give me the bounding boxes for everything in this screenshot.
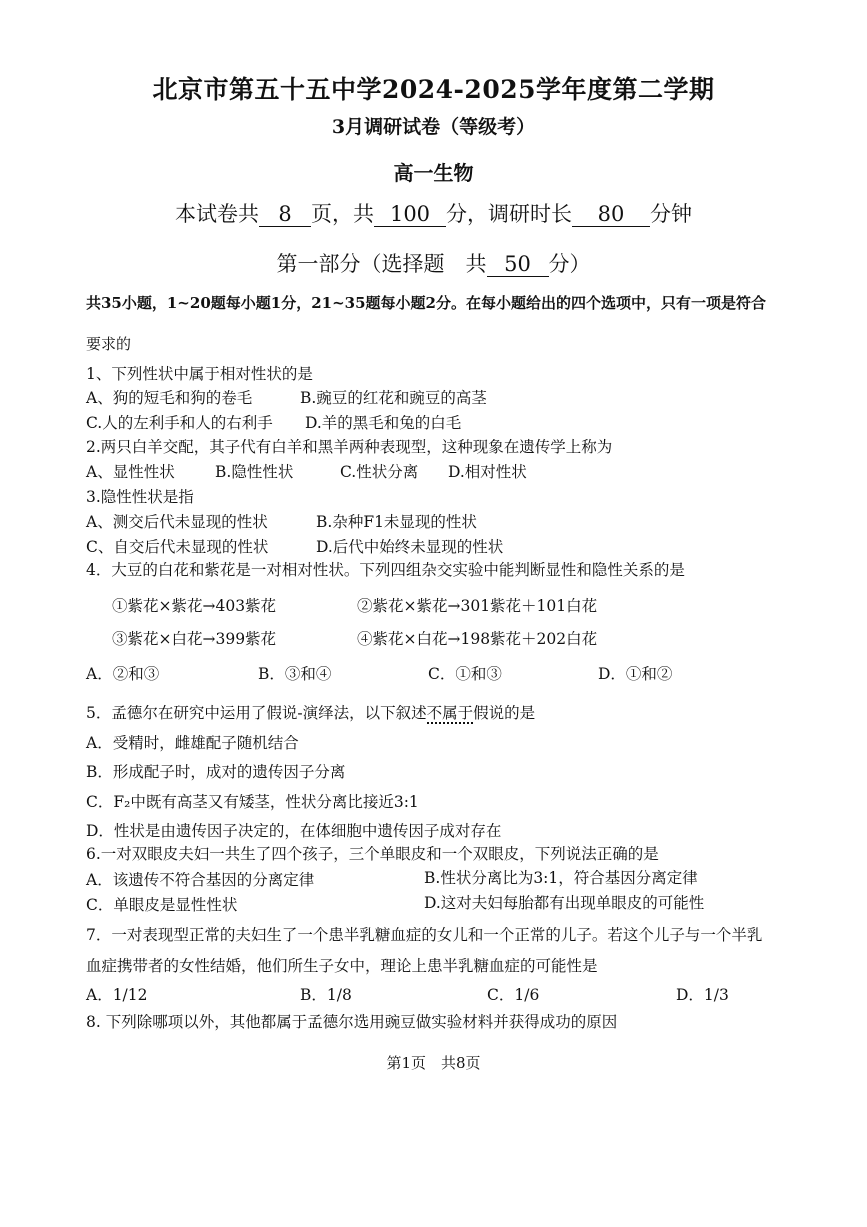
part-one-heading	[0, 248, 867, 278]
total-score-blank: 100	[374, 203, 446, 227]
q4-option-a: A．②和③	[86, 665, 160, 683]
instructions-line-2: 要求的	[86, 335, 132, 353]
q6-option-b: B.性状分离比为3:1，符合基因分离定律	[424, 869, 698, 887]
q1-option-c: C.人的左利手和人的右利手	[86, 414, 273, 432]
school-title: 北京市第五十五中学2024-2025学年度第二学期	[152, 75, 715, 104]
q3-option-a: A、测交后代未显现的性状	[86, 513, 268, 531]
exam-info-line	[0, 198, 867, 228]
page-footer: 第1页 共8页	[386, 1054, 481, 1072]
q4-stem: 4．大豆的白花和紫花是一对相对性状。下列四组杂交实验中能判断显性和隐性关系的是	[86, 561, 685, 579]
info-prefix: 本试卷共	[175, 202, 259, 226]
q5-stem-emphasis: 不属于	[426, 704, 474, 722]
q2-option-a: A、显性性状	[86, 463, 175, 481]
q3-option-d: D.后代中始终未显现的性状	[316, 538, 504, 556]
q4-option-b: B．③和④	[258, 665, 332, 683]
q8-stem: 8. 下列除哪项以外，其他都属于孟德尔选用豌豆做实验材料并获得成功的原因	[86, 1013, 618, 1031]
q1-option-d: D.羊的黑毛和兔的白毛	[305, 414, 462, 432]
instructions-line-1: 共35小题，1~20题每小题1分，21~35题每小题2分。在每小题给出的四个选项中，只有一项是符合	[86, 294, 766, 312]
q6-option-a: A．该遗传不符合基因的分离定律	[86, 871, 315, 889]
q5-option-c: C．F₂中既有高茎又有矮茎，性状分离比接近3:1	[86, 793, 419, 811]
q1-option-b: B.豌豆的红花和豌豆的高茎	[300, 389, 487, 407]
q3-stem: 3.隐性性状是指	[86, 488, 194, 506]
info-time-unit: 分钟	[650, 202, 692, 226]
part-one-suffix: 分）	[548, 252, 591, 276]
q7-stem-line-2: 血症携带者的女性结婚，他们所生子女中，理论上患半乳糖血症的可能性是	[86, 957, 598, 975]
q2-option-d: D.相对性状	[448, 463, 527, 481]
q5-stem	[86, 701, 535, 723]
q7-option-b: B．1/8	[300, 986, 352, 1004]
q4-option-d: D．①和②	[598, 665, 673, 683]
q1-option-a: A、狗的短毛和狗的卷毛	[86, 389, 253, 407]
q6-option-c: C．单眼皮是显性性状	[86, 896, 238, 914]
q4-experiment-1: ①紫花×紫花→403紫花	[112, 597, 277, 615]
q4-option-c: C．①和③	[428, 665, 502, 683]
q5-stem-post: 假说的是	[473, 704, 536, 722]
q5-stem-pre: 5．孟德尔在研究中运用了假说-演绎法，以下叙述	[86, 704, 427, 722]
q6-option-d: D.这对夫妇每胎都有出现单眼皮的可能性	[424, 894, 705, 912]
q3-option-c: C、自交后代未显现的性状	[86, 538, 269, 556]
q2-option-b: B.隐性性状	[215, 463, 294, 481]
q7-stem-line-1: 7．一对表现型正常的夫妇生了一个患半乳糖血症的女儿和一个正常的儿子。若这个儿子与一个半乳	[86, 926, 763, 944]
q7-option-a: A．1/12	[86, 986, 148, 1004]
q5-option-b: B．形成配子时，成对的遗传因子分离	[86, 763, 346, 781]
part-one-score-blank: 50	[487, 253, 549, 277]
duration-blank: 80	[572, 203, 650, 227]
page-count-blank: 8	[259, 203, 311, 227]
q2-option-c: C.性状分离	[340, 463, 419, 481]
q7-option-d: D．1/3	[676, 986, 729, 1004]
info-score-unit: 分，调研时长	[446, 202, 572, 226]
q3-option-b: B.杂种F1未显现的性状	[316, 513, 477, 531]
q4-experiment-4: ④紫花×白花→198紫花＋202白花	[357, 630, 598, 648]
q5-option-d: D．性状是由遗传因子决定的，在体细胞中遗传因子成对存在	[86, 822, 502, 840]
q4-experiment-3: ③紫花×白花→399紫花	[112, 630, 277, 648]
q2-stem: 2.两只白羊交配，其子代有白羊和黑羊两种表现型，这种现象在遗传学上称为	[86, 438, 613, 456]
q1-stem: 1、下列性状中属于相对性状的是	[86, 365, 313, 383]
info-pages-unit: 页，共	[311, 202, 374, 226]
q7-option-c: C．1/6	[487, 986, 540, 1004]
q5-option-a: A．受精时，雌雄配子随机结合	[86, 734, 299, 752]
exam-title: 3月调研试卷（等级考）	[331, 116, 536, 138]
part-one-prefix: 第一部分（选择题 共	[276, 252, 487, 276]
q4-experiment-2: ②紫花×紫花→301紫花＋101白花	[357, 597, 598, 615]
q6-stem: 6.一对双眼皮夫妇一共生了四个孩子，三个单眼皮和一个双眼皮，下列说法正确的是	[86, 845, 659, 863]
subject-title: 高一生物	[393, 161, 474, 185]
